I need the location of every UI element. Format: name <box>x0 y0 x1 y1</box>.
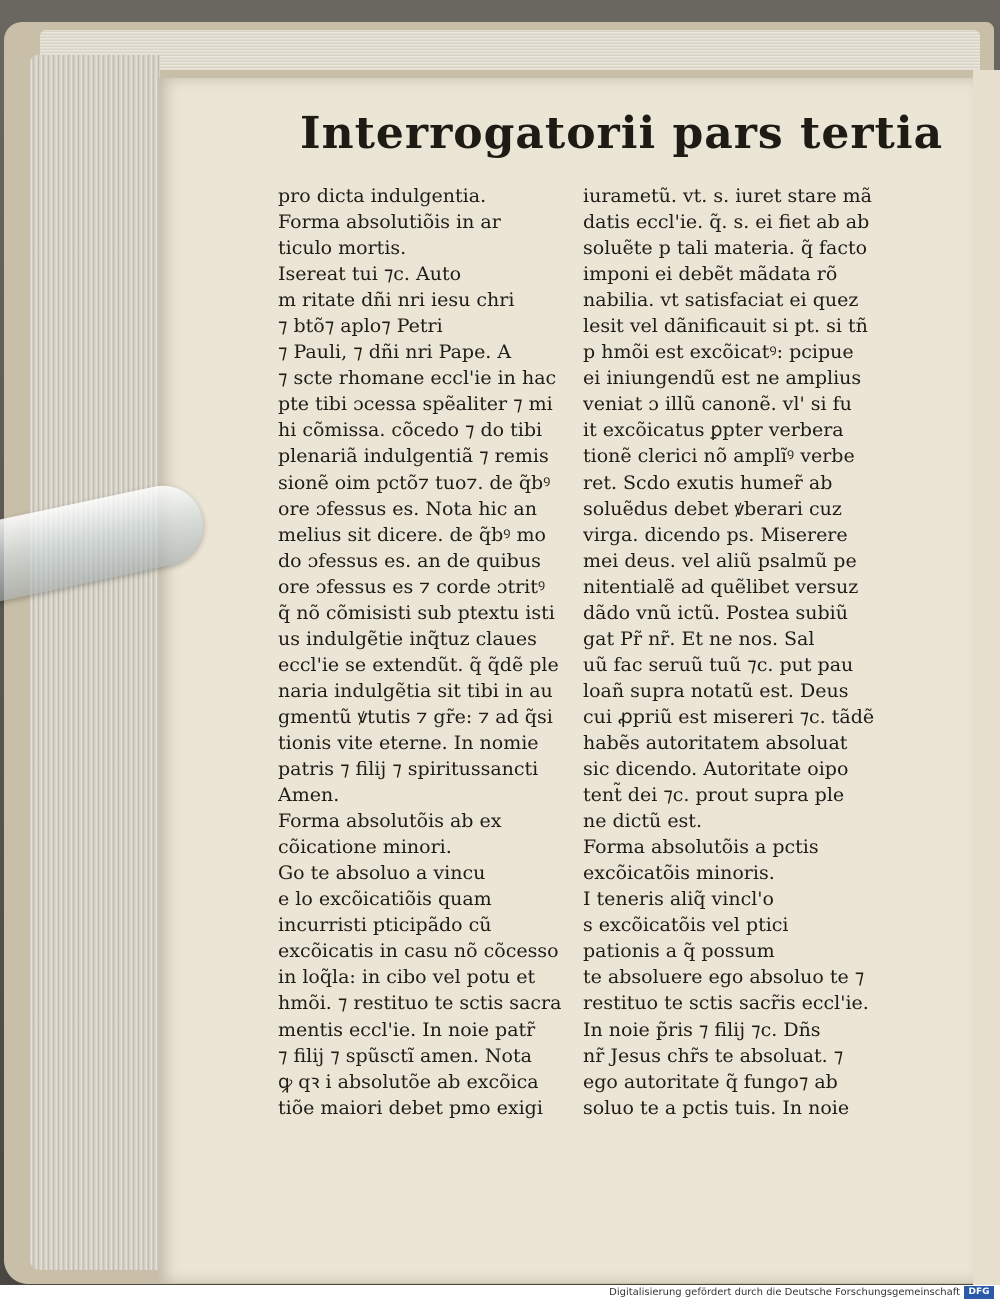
text-line: mei deus. vel aliũ psalmũ pe <box>583 549 857 572</box>
text-line: sic dicendo. Autoritate oipo <box>583 758 849 781</box>
text-line: ꝙ qꝛ i absolutõe ab excõica <box>278 1070 539 1093</box>
left-text-column <box>278 183 578 1121</box>
text-line: naria indulgẽtia sit tibi in au <box>278 679 553 702</box>
text-line: nr̃ Jesus chr̃s te absoluat. ⁊ <box>583 1044 844 1067</box>
text-line: Isereat tui ⁊c. Auto <box>278 263 462 286</box>
running-title: Interrogatorii pars tertia <box>300 108 944 159</box>
text-line: Amen. <box>278 784 340 807</box>
text-line: s excõicatõis vel ptici <box>583 914 789 937</box>
text-line: incurristi pticipãdo cũ <box>278 914 492 937</box>
text-line: ego autoritate q̃ fungo⁊ ab <box>583 1070 838 1093</box>
text-line: loañ supra notatũ est. Deus <box>583 679 849 702</box>
text-line: nabilia. vt satisfaciat ei quez <box>583 289 859 312</box>
text-line: uũ fac seruũ tuũ ⁊c. put pau <box>583 653 854 676</box>
text-line: do ɔfessus es. an de quibus <box>278 549 541 572</box>
text-line: ore ɔfessus es. Nota hic an <box>278 497 537 520</box>
text-line: soluẽdus debet ꝟberari cuz <box>583 497 842 520</box>
text-line: soluẽte p tali materia. q̃ facto <box>583 237 868 260</box>
page-block-top-edge <box>40 30 980 70</box>
text-line: Forma absolutõis a pctis <box>583 836 819 859</box>
text-line: nitentialẽ ad quẽlibet versuz <box>583 575 859 598</box>
text-line: Forma absolutõis ab ex <box>278 810 502 833</box>
text-line: tionis vite eterne. In nomie <box>278 731 539 754</box>
text-line: Go te absoluo a vincu <box>278 862 486 885</box>
text-line: restituo te sctis sacr̃is eccl'ie. <box>583 992 869 1015</box>
text-line: tiõe maiori debet pmo exigi <box>278 1096 543 1119</box>
text-line: sionẽ oim pctõ⁊ tuo⁊. de q̃bꝰ <box>278 471 551 494</box>
text-line: tionẽ clerici nõ amplĩꝰ verbe <box>583 445 855 468</box>
text-line: q̃ nõ cõmisisti sub ptextu isti <box>278 601 555 624</box>
facing-page-edge <box>973 70 1000 1285</box>
text-line: us indulgẽtie inq̃tuz claues <box>278 627 537 650</box>
text-line: soluo te a pctis tuis. In noie <box>583 1096 850 1119</box>
text-line: te absoluere ego absoluo te ⁊ <box>583 966 865 989</box>
text-line: ticulo mortis. <box>278 237 407 260</box>
text-line: hi cõmissa. cõcedo ⁊ do tibi <box>278 419 543 442</box>
text-line: cui ꝓpriũ est misereri ⁊c. tãdẽ <box>583 705 875 728</box>
text-line: ne dictũ est. <box>583 810 702 833</box>
text-line: virga. dicendo ps. Miserere <box>583 523 848 546</box>
text-line: pationis a q̃ possum <box>583 940 775 963</box>
text-line: it excõicatus ꝑpter verbera <box>583 419 844 442</box>
text-line: melius sit dicere. de q̃bꝰ mo <box>278 523 546 546</box>
text-line: eccl'ie se extendũt. q̃ q̃dẽ ple <box>278 653 559 676</box>
text-line: ei iniungendũ est ne amplius <box>583 367 862 390</box>
text-line: Forma absolutiõis in ar <box>278 211 501 234</box>
text-line: in loq̃la: in cibo vel potu et <box>278 966 536 989</box>
text-line: excõicatõis minoris. <box>583 862 775 885</box>
right-text-column <box>583 183 883 1121</box>
text-line: veniat ɔ illũ canonẽ. vl' si fu <box>583 393 852 416</box>
text-line: plenariã indulgentiã ⁊ remis <box>278 445 549 468</box>
text-line: ⁊ filij ⁊ spũsctĩ amen. Nota <box>278 1044 532 1067</box>
text-line: patris ⁊ filij ⁊ spiritussancti <box>278 758 539 781</box>
text-line: ore ɔfessus es ⁊ corde ɔtritꝰ <box>278 575 546 598</box>
text-line: mentis eccl'ie. In noie patr̃ <box>278 1018 536 1041</box>
text-line: pro dicta indulgentia. <box>278 185 487 207</box>
text-line: ret. Scdo exutis humer̃ ab <box>583 471 833 494</box>
footer-credit: Digitalisierung gefördert durch die Deutsche Forschungsgemeinschaft <box>609 1287 960 1298</box>
text-line: gat Pr̃ nr̃. Et ne nos. Sal <box>583 627 815 650</box>
text-line: pte tibi ɔcessa spẽaliter ⁊ mi <box>278 393 553 416</box>
text-line: ⁊ scte rhomane eccl'ie in hac <box>278 367 557 390</box>
text-line: p hmõi est excõicatꝰ: pcipue <box>583 341 854 364</box>
text-line: e lo excõicatiõis quam <box>278 888 492 911</box>
text-line: gmentũ ꝟtutis ⁊ gr̃e: ⁊ ad q̃si <box>278 705 553 728</box>
text-line: cõicatione minori. <box>278 836 452 859</box>
text-line: m ritate dñi nri iesu chri <box>278 289 515 312</box>
text-line: ⁊ btõ⁊ aplo⁊ Petri <box>278 315 443 338</box>
text-line: I teneris aliq̃ vincl'o <box>583 888 774 911</box>
text-line: habẽs autoritatem absoluat <box>583 731 848 754</box>
text-line: hmõi. ⁊ restituo te sctis sacra <box>278 992 562 1015</box>
text-line: tent̃ dei ⁊c. prout supra ple <box>583 784 845 807</box>
text-line: datis eccl'ie. q̃. s. ei fiet ab ab <box>583 211 870 234</box>
text-line: iurametũ. vt. s. iuret stare mã <box>583 185 872 207</box>
text-line: excõicatis in casu nõ cõcesso <box>278 940 559 963</box>
page-block-fore-edge <box>30 55 160 1270</box>
text-line: imponi ei debẽt mãdata rõ <box>583 263 838 286</box>
text-line: ⁊ Pauli, ⁊ dñi nri Pape. A <box>278 341 512 364</box>
text-line: lesit vel dãnificauit si pt. si tñ <box>583 315 868 338</box>
dfg-logo: DFG <box>964 1286 994 1299</box>
text-line: dãdo vnũ ictũ. Postea subiũ <box>583 601 848 624</box>
text-line: In noie p̃ris ⁊ filij ⁊c. Dñs <box>583 1018 821 1041</box>
